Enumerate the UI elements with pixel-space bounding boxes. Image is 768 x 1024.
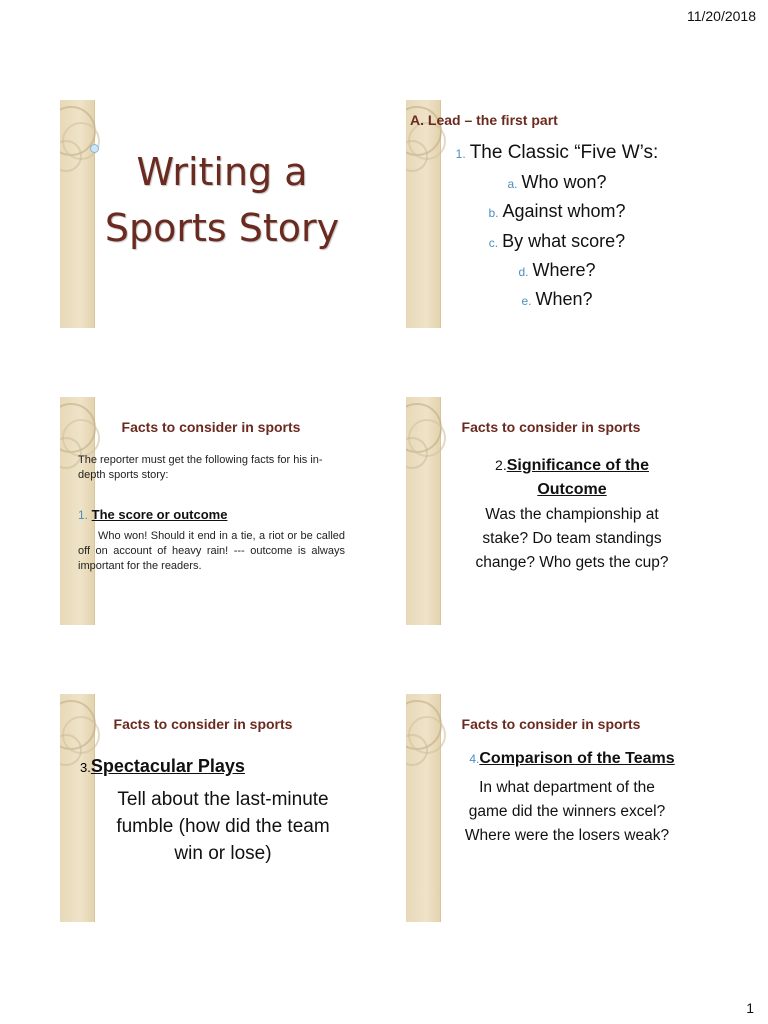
list-item-text: Against whom? <box>502 201 626 221</box>
section-heading <box>78 507 227 522</box>
list-marker: 4. <box>469 752 480 766</box>
slide-5-thumbnail <box>60 694 362 922</box>
section-heading <box>80 756 245 777</box>
slide-6-thumbnail <box>406 694 708 922</box>
body-line: In what department of the <box>479 779 655 796</box>
slide-title-line2: Sports Story <box>104 206 340 250</box>
body-text: Who won! Should it end in a tie, a riot or be called off on account of heavy rain! --- outcome is always important for the readers. <box>78 530 345 572</box>
section-title: Spectacular Plays <box>90 756 245 776</box>
list-marker: e. <box>521 294 532 308</box>
list-marker: c. <box>488 236 499 250</box>
list-item-text: By what score? <box>502 231 626 251</box>
section-title: The score or outcome <box>91 507 228 522</box>
slide-heading: A. Lead – the first part <box>410 112 558 128</box>
slide-heading: Facts to consider in sports <box>121 419 301 435</box>
body-line: change? Who gets the cup? <box>475 554 669 571</box>
section-title-line1: Significance of the <box>506 457 649 474</box>
list-item <box>406 289 708 310</box>
list-item <box>406 142 708 164</box>
slide-heading: Facts to consider in sports <box>113 716 293 732</box>
body-line: fumble (how did the team <box>116 816 330 837</box>
body-line: Where were the losers weak? <box>464 827 670 844</box>
slide-4-thumbnail <box>406 397 708 625</box>
list-item-text: The Classic “Five W’s: <box>469 142 659 163</box>
list-marker: a. <box>507 177 518 191</box>
list-marker: 2. <box>495 457 507 473</box>
body-text <box>426 776 708 848</box>
list-marker: 1. <box>455 147 466 161</box>
slide-3-thumbnail <box>60 397 362 625</box>
list-marker: 1. <box>78 508 89 522</box>
list-item-text: When? <box>535 289 593 309</box>
list-marker: b. <box>488 206 499 220</box>
body-text <box>436 503 708 575</box>
slide-2-thumbnail <box>406 100 708 328</box>
section-title-line2: Outcome <box>537 481 607 498</box>
slide-heading: Facts to consider in sports <box>461 419 641 435</box>
list-marker: 3. <box>80 760 91 775</box>
body-line: stake? Do team standings <box>482 530 662 547</box>
list-item-text: Who won? <box>521 172 607 192</box>
list-item <box>406 231 708 252</box>
body-line: Was the championship at <box>485 506 659 523</box>
body-text <box>84 786 362 867</box>
list-item <box>406 172 708 193</box>
body-line: Tell about the last-minute <box>117 789 329 810</box>
slide-title-line1: Writing a <box>136 150 308 194</box>
body-line: win or lose) <box>174 843 272 864</box>
list-item-text: Where? <box>532 260 596 280</box>
section-heading <box>436 453 708 502</box>
slide-heading: Facts to consider in sports <box>461 716 641 732</box>
list-item <box>406 260 708 281</box>
intro-text: The reporter must get the following facts for his in-depth sports story: <box>78 454 323 481</box>
section-heading <box>436 750 708 768</box>
slide-1-thumbnail <box>60 100 362 328</box>
page-number: 1 <box>746 1000 754 1016</box>
section-title-row <box>436 453 708 478</box>
section-title: Comparison of the Teams <box>479 750 675 767</box>
body-line: game did the winners excel? <box>468 803 666 820</box>
list-item <box>406 201 708 222</box>
print-date: 11/20/2018 <box>686 8 756 24</box>
list-marker: d. <box>518 265 529 279</box>
slide-title <box>82 144 362 256</box>
